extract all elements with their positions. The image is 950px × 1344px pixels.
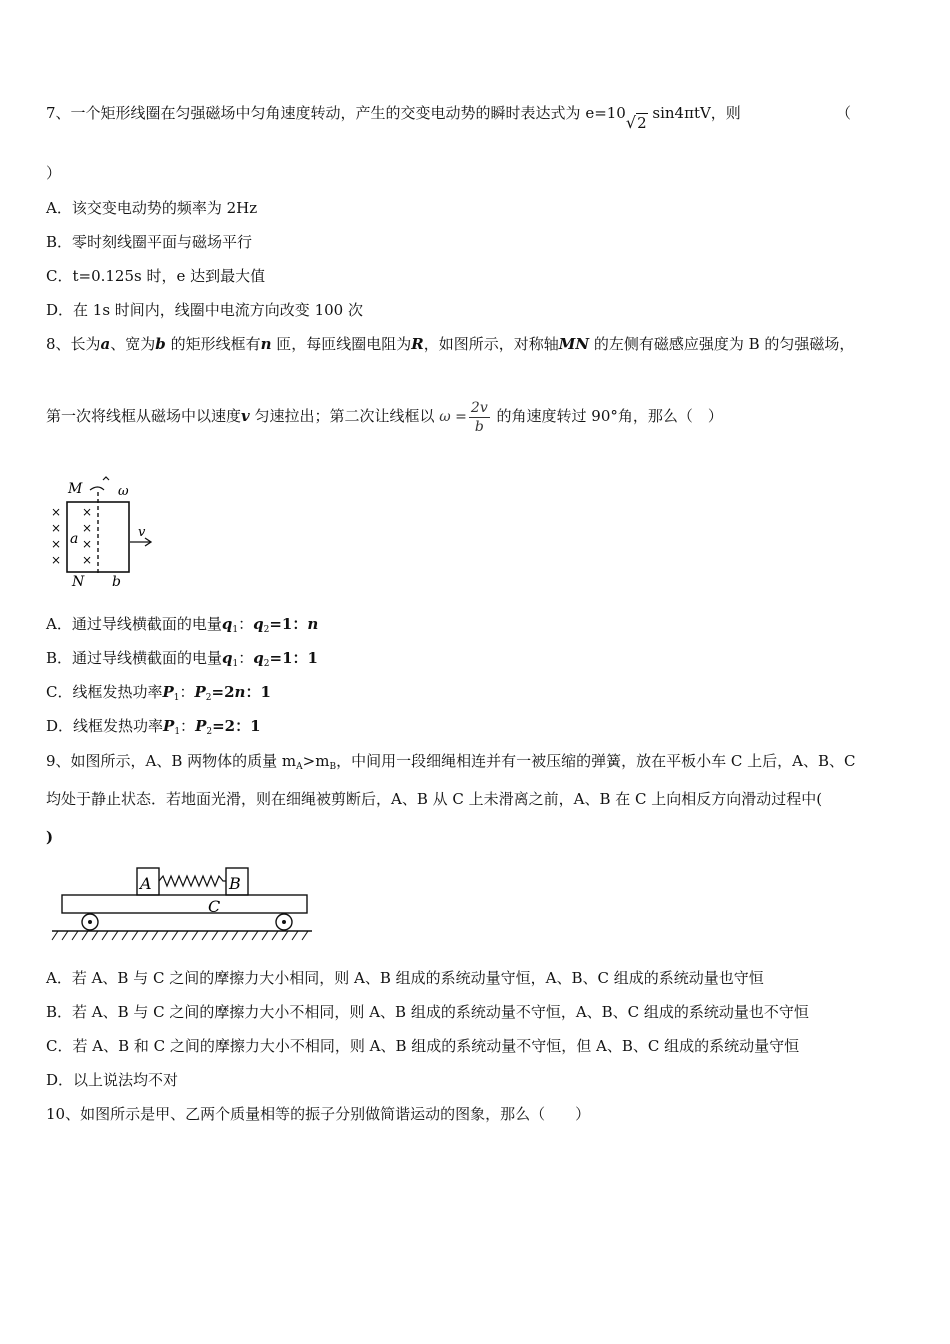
rotation-arrow-icon bbox=[90, 487, 104, 490]
ground-hatching bbox=[52, 931, 308, 940]
fig-label-b: b bbox=[112, 574, 121, 590]
q8-option-a: A．通过导线横截面的电量$q_1$：$q_2=1$：n bbox=[46, 615, 319, 635]
q7-stem-part2: sin4πtV，则 bbox=[652, 104, 741, 122]
fig-label-M: M bbox=[68, 481, 83, 497]
cross-mark: × bbox=[51, 521, 62, 535]
q8-option-c: C．线框发热功率$P_1$：$P_2=2n$：1 bbox=[46, 683, 271, 703]
fig-label-a: a bbox=[70, 531, 79, 547]
q9-stem-line3: ) bbox=[46, 828, 54, 846]
block-a-label: A bbox=[140, 874, 152, 893]
q8-stem-line2: 第一次将线框从磁场中以速度v 匀速拉出；第二次让线框以 ω = $\frac{2v}{b}$ 的角速度转过 90°角，那么（ ） bbox=[46, 399, 723, 435]
spring bbox=[159, 876, 226, 886]
q9-stem-line1: 9、如图所示，A、B 两物体的质量 $m_A>m_B$，中间用一段细绳相连并有一被压缩的弹簧，放在平板小车 C 上后，A、B、C bbox=[46, 752, 856, 772]
fig-label-N: N bbox=[72, 574, 85, 590]
q7-stem-part1: 7、一个矩形线圈在匀强磁场中匀角速度转动，产生的交变电动势的瞬时表达式为 e=10 bbox=[46, 104, 626, 122]
cross-mark: × bbox=[82, 521, 93, 535]
fig-label-omega: ω bbox=[118, 484, 129, 499]
q10-stem: 10、如图所示是甲、乙两个质量相等的振子分别做简谐运动的图象，那么（ ） bbox=[46, 1105, 591, 1123]
q7-paren-open: （ bbox=[836, 104, 852, 122]
axis-arrow-icon bbox=[103, 477, 109, 480]
sqrt-expression: √2 bbox=[625, 113, 647, 132]
cross-mark: × bbox=[51, 537, 62, 551]
q7-option-b: B．零时刻线圈平面与磁场平行 bbox=[46, 233, 253, 251]
q8-option-b: B．通过导线横截面的电量$q_1$：$q_2=1$：1 bbox=[46, 649, 318, 669]
cart-c-label: C bbox=[208, 897, 221, 916]
cross-mark: × bbox=[51, 505, 62, 519]
wheel-right-hub bbox=[282, 920, 286, 924]
q7-paren-close: ） bbox=[46, 164, 62, 182]
q8-stem-line1: 8、长为a、宽为b 的矩形线框有n 匝，每匝线圈电阻为R，如图所示，对称轴MN 的左侧有磁感应强度为 B 的匀强磁场， bbox=[46, 335, 855, 353]
q9-option-b: B．若 A、B 与 C 之间的摩擦力大小不相同，则 A、B 组成的系统动量不守恒，A、B、C 组成的系统动量也不守恒 bbox=[46, 1003, 809, 1021]
q9-option-c: C．若 A、B 和 C 之间的摩擦力大小不相同，则 A、B 组成的系统动量不守恒，但 A、B、C 组成的系统动量守恒 bbox=[46, 1037, 800, 1055]
q7-option-c: C．t=0.125s 时，e 达到最大值 bbox=[46, 267, 266, 285]
fig-label-v: v bbox=[138, 525, 146, 540]
q8-option-d: D．线框发热功率$P_1$：$P_2=2$：1 bbox=[46, 717, 261, 737]
q9-figure bbox=[50, 865, 315, 947]
q9-option-a: A．若 A、B 与 C 之间的摩擦力大小相同，则 A、B 组成的系统动量守恒，A、B、C 组成的系统动量也守恒 bbox=[46, 969, 764, 987]
cross-mark: × bbox=[82, 537, 93, 551]
q7-option-d: D．在 1s 时间内，线圈中电流方向改变 100 次 bbox=[46, 301, 363, 319]
cross-mark: × bbox=[82, 553, 93, 567]
q9-option-d: D．以上说法均不对 bbox=[46, 1071, 179, 1089]
omega-symbol: ω = bbox=[439, 409, 467, 425]
cart-c bbox=[62, 895, 307, 913]
wheel-left-hub bbox=[88, 920, 92, 924]
q8-figure bbox=[46, 476, 166, 591]
block-b-label: B bbox=[229, 874, 241, 893]
cross-mark: × bbox=[82, 505, 93, 519]
q7-stem bbox=[46, 103, 741, 132]
cross-mark: × bbox=[51, 553, 62, 567]
omega-fraction: $\frac{2v}{b}$ bbox=[470, 399, 488, 435]
q7-option-a: A．该交变电动势的频率为 2Hz bbox=[46, 199, 258, 217]
q9-stem-line2: 均处于静止状态．若地面光滑，则在细绳被剪断后，A、B 从 C 上未滑离之前，A、B 在 C 上向相反方向滑动过程中( bbox=[46, 790, 823, 808]
